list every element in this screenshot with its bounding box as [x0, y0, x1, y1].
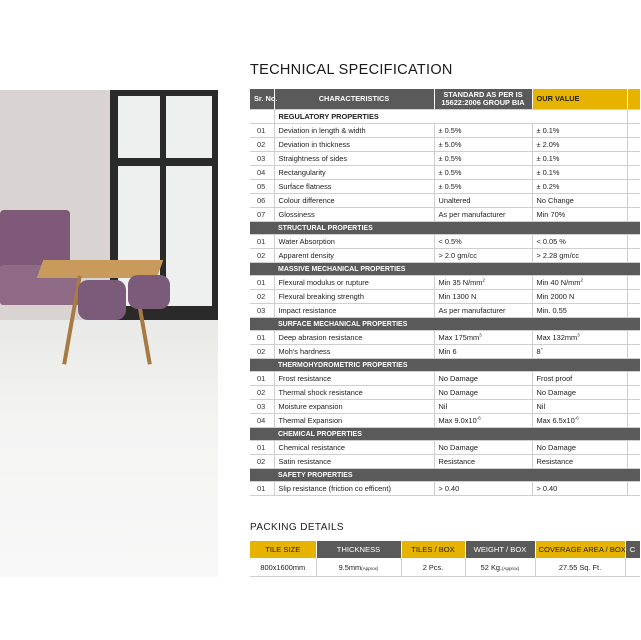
section-title: MASSIVE MECHANICAL PROPERTIES — [274, 263, 627, 276]
row-sr: 01 — [250, 331, 274, 345]
packing-header-coverage: COVERAGE AREA / BOX — [535, 541, 625, 558]
packing-header-tile-size: TILE SIZE — [250, 541, 316, 558]
spec-table — [250, 89, 640, 496]
row-standard: As per manufacturer — [434, 208, 532, 222]
row-sr: 02 — [250, 345, 274, 359]
row-standard: Min 1300 N — [434, 290, 532, 304]
interior-photo — [0, 90, 218, 577]
row-sr: 03 — [250, 304, 274, 318]
std-superscript: 2 — [482, 277, 485, 283]
header-extra — [627, 89, 640, 110]
row-characteristic: Colour difference — [274, 194, 434, 208]
table-row — [250, 386, 640, 400]
row-characteristic: Moh's hardness — [274, 345, 434, 359]
packing-header-weight-box: WEIGHT / BOX — [465, 541, 535, 558]
row-sr: 03 — [250, 152, 274, 166]
table-row — [250, 372, 640, 386]
section-row — [250, 222, 640, 235]
row-standard: ± 0.5% — [434, 152, 532, 166]
row-sr: 03 — [250, 400, 274, 414]
header-characteristics: CHARACTERISTICS — [274, 89, 434, 110]
header-standard: STANDARD AS PER IS 15622:2006 GROUP BIA — [434, 89, 532, 110]
table-row — [250, 166, 640, 180]
row-our-value: ± 0.1% — [532, 166, 627, 180]
table-row — [250, 276, 640, 290]
table-row — [250, 249, 640, 263]
row-standard: ± 0.5% — [434, 166, 532, 180]
row-our-value: Max $132mm^3$ — [532, 331, 627, 345]
ours-superscript: 2 — [580, 277, 583, 283]
table-row — [250, 482, 640, 496]
photo-chair — [78, 280, 126, 320]
packing-title: PACKING DETAILS — [250, 522, 344, 533]
row-characteristic: Deviation in length & width — [274, 124, 434, 138]
table-row — [250, 400, 640, 414]
row-our-value: > 2.28 gm/cc — [532, 249, 627, 263]
row-sr: 02 — [250, 138, 274, 152]
packing-tiles: 2 Pcs. — [401, 558, 465, 577]
row-standard: Min 6 — [434, 345, 532, 359]
photo-chair — [128, 275, 170, 309]
table-row — [250, 194, 640, 208]
table-row — [250, 345, 640, 359]
row-our-value: No Damage — [532, 441, 627, 455]
row-standard: ± 0.5% — [434, 124, 532, 138]
packing-header-tiles-box: TILES / BOX — [401, 541, 465, 558]
section-title: SURFACE MECHANICAL PROPERTIES — [274, 318, 627, 331]
row-our-value: Nil — [532, 400, 627, 414]
row-characteristic: Impact resistance — [274, 304, 434, 318]
row-characteristic: Glossiness — [274, 208, 434, 222]
section-title: STRUCTURAL PROPERTIES — [274, 222, 627, 235]
row-standard: Nil — [434, 400, 532, 414]
row-characteristic: Chemical resistance — [274, 441, 434, 455]
row-standard: Resistance — [434, 455, 532, 469]
row-our-value: > 0.40 — [532, 482, 627, 496]
table-row — [250, 414, 640, 428]
table-row — [250, 235, 640, 249]
section-title: SAFETY PROPERTIES — [274, 469, 627, 482]
section-row — [250, 110, 640, 124]
row-characteristic: Thermal Expansion — [274, 414, 434, 428]
section-row — [250, 359, 640, 372]
photo-floor — [0, 320, 218, 577]
row-our-value: ± 0.2% — [532, 180, 627, 194]
row-sr: 01 — [250, 441, 274, 455]
packing-header-extra: C — [625, 541, 640, 558]
packing-tile-size: 800x1600mm — [250, 558, 316, 577]
row-standard: As per manufacturer — [434, 304, 532, 318]
section-row — [250, 428, 640, 441]
row-our-value: Min 40 $N/mm^2$ — [532, 276, 627, 290]
row-characteristic: Water Absorption — [274, 235, 434, 249]
table-row — [250, 304, 640, 318]
row-standard: Unaltered — [434, 194, 532, 208]
row-our-value: No Damage — [532, 386, 627, 400]
row-characteristic: Flexural breaking strength — [274, 290, 434, 304]
section-title: CHEMICAL PROPERTIES — [274, 428, 627, 441]
packing-thickness-note: (Approx) — [361, 565, 379, 571]
row-characteristic: Straightness of sides — [274, 152, 434, 166]
ours-superscript: 3 — [577, 332, 580, 338]
section-row — [250, 318, 640, 331]
row-our-value: Max $6.5x10^{-6}$ — [532, 414, 627, 428]
row-characteristic: Satin resistance — [274, 455, 434, 469]
table-row — [250, 180, 640, 194]
header-our-value: OUR VALUE — [532, 89, 627, 110]
row-our-value: ± 0.1% — [532, 124, 627, 138]
row-characteristic: Rectangularity — [274, 166, 434, 180]
row-sr: 04 — [250, 414, 274, 428]
row-sr: 02 — [250, 290, 274, 304]
row-sr: 07 — [250, 208, 274, 222]
row-our-value: ± 0.1% — [532, 152, 627, 166]
row-characteristic: Moisture expansion — [274, 400, 434, 414]
row-our-value: No Change — [532, 194, 627, 208]
table-row — [250, 124, 640, 138]
table-row — [250, 455, 640, 469]
page-title: TECHNICAL SPECIFICATION — [250, 62, 453, 78]
std-superscript: 3 — [479, 332, 482, 338]
row-our-value: < 0.05 % — [532, 235, 627, 249]
row-standard: Max $175mm^3$ — [434, 331, 532, 345]
packing-weight-note: (Approx) — [502, 565, 520, 571]
table-row — [250, 152, 640, 166]
row-standard: ± 0.5% — [434, 180, 532, 194]
row-our-value: Min. 0.55 — [532, 304, 627, 318]
packing-thickness: 9.5mm(Approx) — [316, 558, 401, 577]
row-sr: 04 — [250, 166, 274, 180]
row-sr: 02 — [250, 386, 274, 400]
row-our-value: 8+ — [532, 345, 627, 359]
row-characteristic: Slip resistance (friction co efficent) — [274, 482, 434, 496]
row-standard: No Damage — [434, 441, 532, 455]
table-row — [250, 138, 640, 152]
row-standard: > 2.0 gm/cc — [434, 249, 532, 263]
row-our-value: Frost proof — [532, 372, 627, 386]
table-row — [250, 208, 640, 222]
row-sr: 06 — [250, 194, 274, 208]
section-title: REGULATORY PROPERTIES — [274, 110, 627, 124]
row-standard: < 0.5% — [434, 235, 532, 249]
packing-header-thickness: THICKNESS — [316, 541, 401, 558]
section-row — [250, 263, 640, 276]
row-our-value: ± 2.0% — [532, 138, 627, 152]
section-row — [250, 469, 640, 482]
row-characteristic: Deviation in thickness — [274, 138, 434, 152]
header-sr: Sr. No. — [250, 89, 274, 110]
packing-extra — [625, 558, 640, 577]
row-our-value: Min 70% — [532, 208, 627, 222]
table-row — [250, 441, 640, 455]
spec-header-row — [250, 89, 640, 110]
row-characteristic: Frost resistance — [274, 372, 434, 386]
packing-table — [250, 541, 641, 577]
packing-coverage: 27.55 Sq. Ft. — [535, 558, 625, 577]
row-characteristic: Thermal shock resistance — [274, 386, 434, 400]
row-our-value: Min 2000 N — [532, 290, 627, 304]
row-characteristic: Apparent density — [274, 249, 434, 263]
row-standard: ± 5.0% — [434, 138, 532, 152]
row-sr: 02 — [250, 455, 274, 469]
row-characteristic: Flexural modulus or rupture — [274, 276, 434, 290]
section-title: THERMOHYDROMETRIC PROPERTIES — [274, 359, 627, 372]
row-sr: 01 — [250, 235, 274, 249]
row-our-value: Resistance — [532, 455, 627, 469]
packing-row — [250, 558, 640, 577]
row-sr: 01 — [250, 124, 274, 138]
row-standard: Min 35 $N/mm^2$ — [434, 276, 532, 290]
row-sr: 01 — [250, 482, 274, 496]
row-sr: 01 — [250, 276, 274, 290]
ours-superscript: -6 — [574, 415, 579, 421]
row-sr: 05 — [250, 180, 274, 194]
packing-header-row — [250, 541, 640, 558]
row-characteristic: Surface flatness — [274, 180, 434, 194]
row-standard: No Damage — [434, 386, 532, 400]
table-row — [250, 290, 640, 304]
packing-weight: 52 Kg.(Approx) — [465, 558, 535, 577]
ours-superscript: + — [540, 346, 544, 352]
table-row — [250, 331, 640, 345]
std-superscript: -6 — [476, 415, 481, 421]
row-sr: 02 — [250, 249, 274, 263]
row-standard: No Damage — [434, 372, 532, 386]
row-sr: 01 — [250, 372, 274, 386]
row-standard: > 0.40 — [434, 482, 532, 496]
row-standard: Max $9.0x10^{-6}$ — [434, 414, 532, 428]
row-characteristic: Deep abrasion resistance — [274, 331, 434, 345]
